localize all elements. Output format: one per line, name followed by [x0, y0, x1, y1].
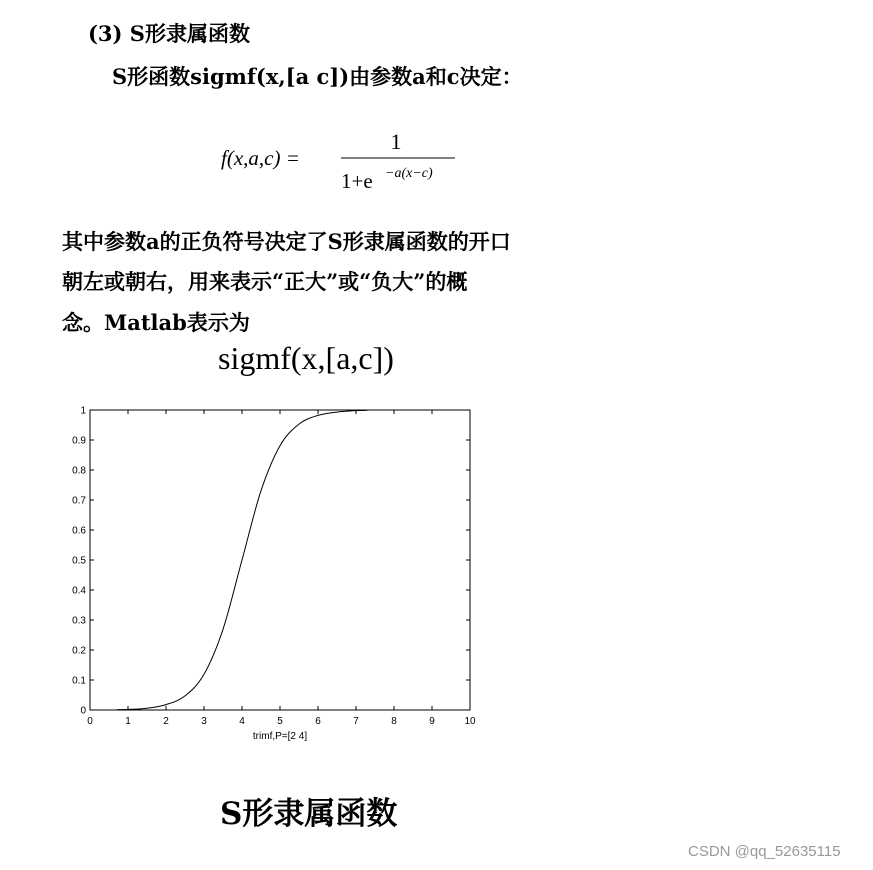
sigmoid-chart	[60, 398, 490, 748]
x-tick-label: 4	[239, 716, 245, 727]
y-tick-label: 1	[80, 405, 86, 417]
y-tick-label: 0.3	[72, 615, 86, 627]
paragraph-line-3: 念。Matlab表示为	[62, 310, 250, 335]
x-tick-label: 6	[315, 716, 321, 727]
y-tick-label: 0.2	[72, 645, 86, 657]
y-tick-label: 0.1	[72, 675, 86, 687]
paragraph-line-2: 朝左或朝右，用来表示“正大”或“负大”的概	[62, 269, 468, 294]
formula-exponent: −a(x−c)	[385, 166, 433, 181]
y-tick-label: 0.5	[72, 555, 86, 567]
figure-caption: S形隶属函数	[220, 796, 398, 832]
x-tick-label: 7	[353, 716, 359, 727]
formula-lhs: f(x,a,c) =	[221, 146, 300, 170]
watermark: CSDN @qq_52635115	[688, 843, 841, 860]
y-tick-label: 0.7	[72, 495, 86, 507]
x-tick-label: 8	[391, 716, 397, 727]
x-tick-label: 9	[429, 716, 435, 727]
x-tick-label: 0	[87, 716, 93, 727]
plot-frame	[90, 410, 470, 710]
x-tick-label: 3	[201, 716, 207, 727]
x-tick-label: 2	[163, 716, 169, 727]
intro-text: S形函数sigmf(x,[a c])由参数a和c决定：	[112, 64, 523, 89]
sigmoid-curve	[117, 410, 368, 709]
sigmoid-formula	[215, 125, 475, 195]
x-axis-label: trimf,P=[2 4]	[252, 731, 308, 742]
y-tick-label: 0.9	[72, 435, 86, 447]
formula-denominator: 1+e	[341, 169, 373, 193]
x-tick-label: 5	[277, 716, 283, 727]
y-tick-label: 0.6	[72, 525, 86, 537]
y-tick-label: 0	[80, 705, 86, 717]
y-tick-label: 0.4	[72, 585, 86, 597]
paragraph-line-1: 其中参数a的正负符号决定了S形隶属函数的开口	[62, 229, 511, 254]
y-tick-label: 0.8	[72, 465, 86, 477]
x-tick-label: 1	[125, 716, 131, 727]
formula-numerator: 1	[390, 129, 402, 154]
matlab-expression: sigmf(x,[a,c])	[218, 340, 394, 376]
x-tick-label: 10	[464, 716, 476, 727]
section-heading: (3) S形隶属函数	[88, 21, 250, 46]
